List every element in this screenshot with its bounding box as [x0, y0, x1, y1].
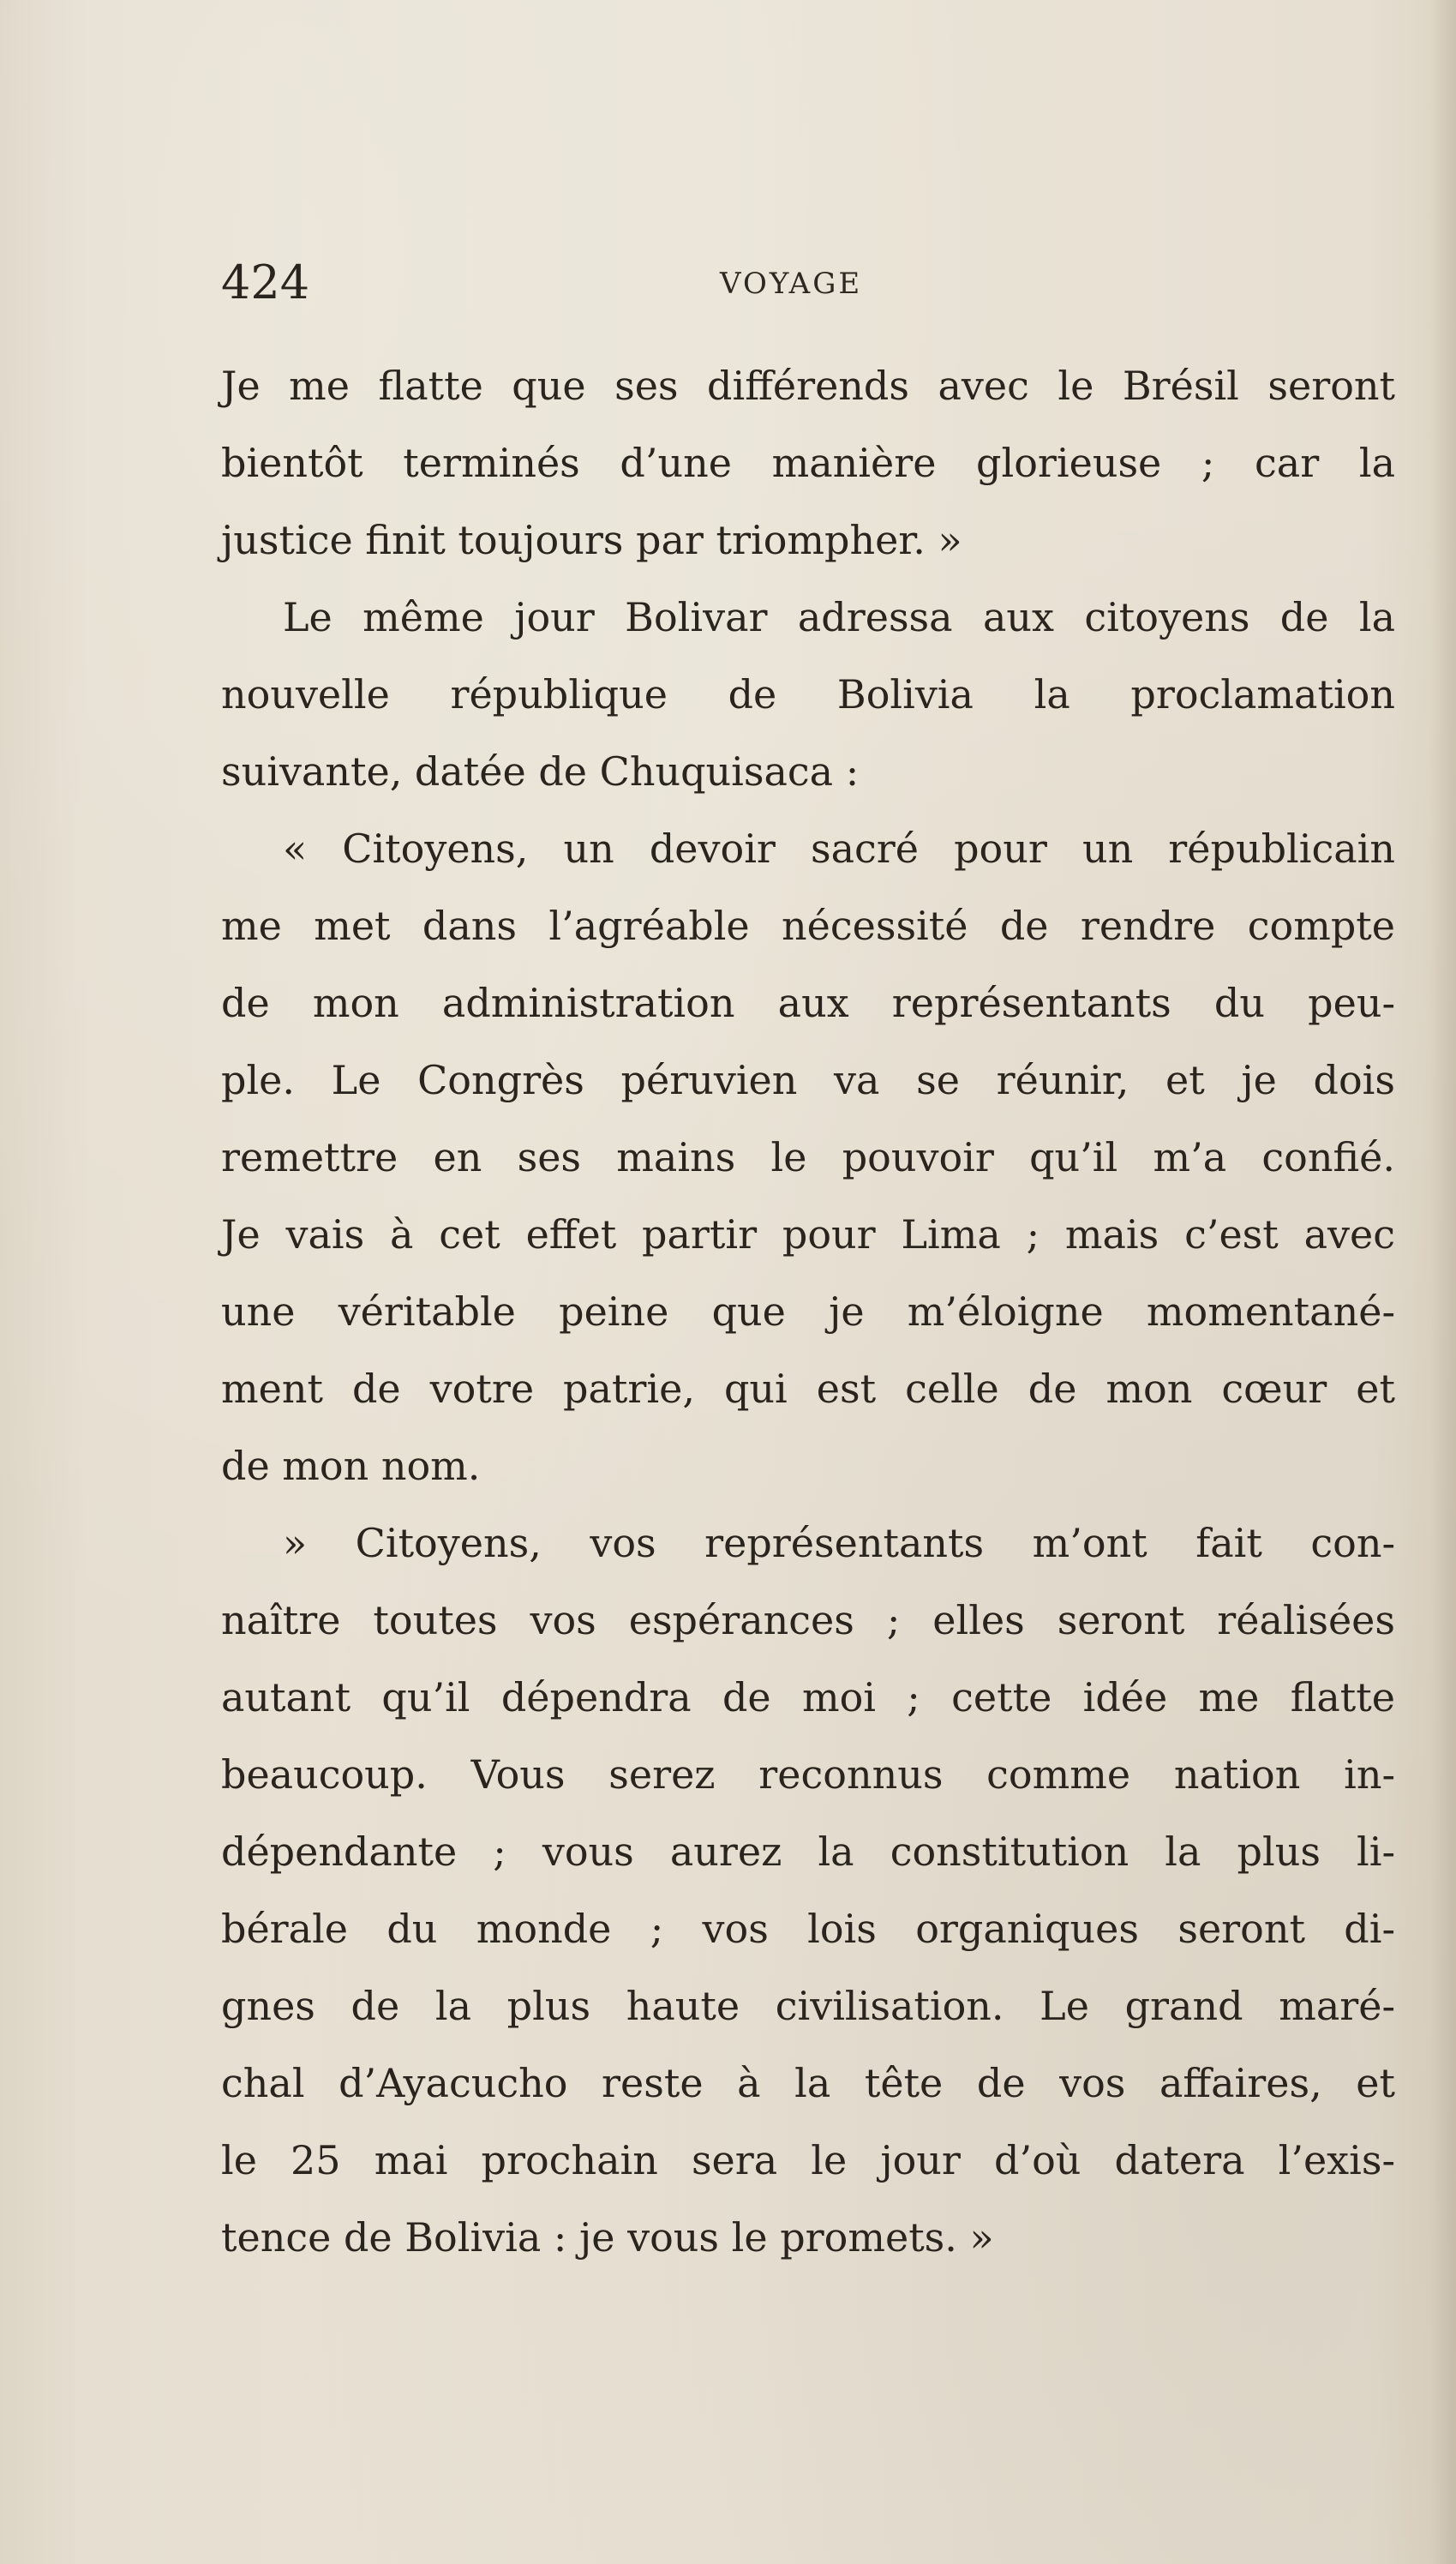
text-line: beaucoup. Vous serez reconnus comme nation in- [221, 1751, 1395, 1798]
text-line: naître toutes vos espérances ; elles seront réalisées [221, 1597, 1395, 1643]
text-line: me met dans l’agréable nécessité de rendre compte [221, 903, 1395, 949]
text-line: autant qu’il dépendra de moi ; cette idée me flatte [221, 1674, 1395, 1720]
text-line: justice finit toujours par triompher. » [221, 517, 962, 563]
page-edge-shadow [1430, 0, 1456, 2564]
page-number: 424 [221, 255, 310, 309]
text-line: dépendante ; vous aurez la constitution la plus li- [221, 1828, 1395, 1875]
text-line: remettre en ses mains le pouvoir qu’il m’a confié. [221, 1134, 1395, 1180]
page-header [221, 257, 1395, 309]
text-line: bientôt terminés d’une manière glorieuse ; car la [221, 440, 1395, 486]
text-line: tence de Bolivia : je vous le promets. » [221, 2214, 994, 2261]
text-line: le 25 mai prochain sera le jour d’où datera l’exis- [221, 2137, 1395, 2183]
text-line: une véritable peine que je m’éloigne momentané- [221, 1288, 1395, 1335]
text-line: de mon administration aux représentants du peu- [221, 980, 1395, 1026]
text-line: » Citoyens, vos représentants m’ont fait con- [283, 1520, 1395, 1566]
text-line: suivante, datée de Chuquisaca : [221, 748, 860, 795]
text-line: ple. Le Congrès péruvien va se réunir, et je dois [221, 1057, 1395, 1103]
text-line: « Citoyens, un devoir sacré pour un républicain [283, 826, 1395, 872]
body-text [221, 347, 1395, 2276]
text-line: gnes de la plus haute civilisation. Le grand maré- [221, 1983, 1395, 2029]
text-line: nouvelle république de Bolivia la proclamation [221, 671, 1395, 718]
text-line: chal d’Ayacucho reste à la tête de vos affaires, et [221, 2060, 1395, 2106]
text-line: ment de votre patrie, qui est celle de mon cœur et [221, 1366, 1395, 1412]
text-line: Je vais à cet effet partir pour Lima ; mais c’est avec [221, 1211, 1395, 1258]
text-line: bérale du monde ; vos lois organiques seront di- [221, 1906, 1395, 1952]
text-line: de mon nom. [221, 1443, 481, 1489]
running-head: VOYAGE [720, 267, 863, 301]
text-line: Le même jour Bolivar adressa aux citoyens de la [283, 594, 1395, 640]
text-line: Je me flatte que ses différends avec le Brésil seront [221, 363, 1395, 409]
